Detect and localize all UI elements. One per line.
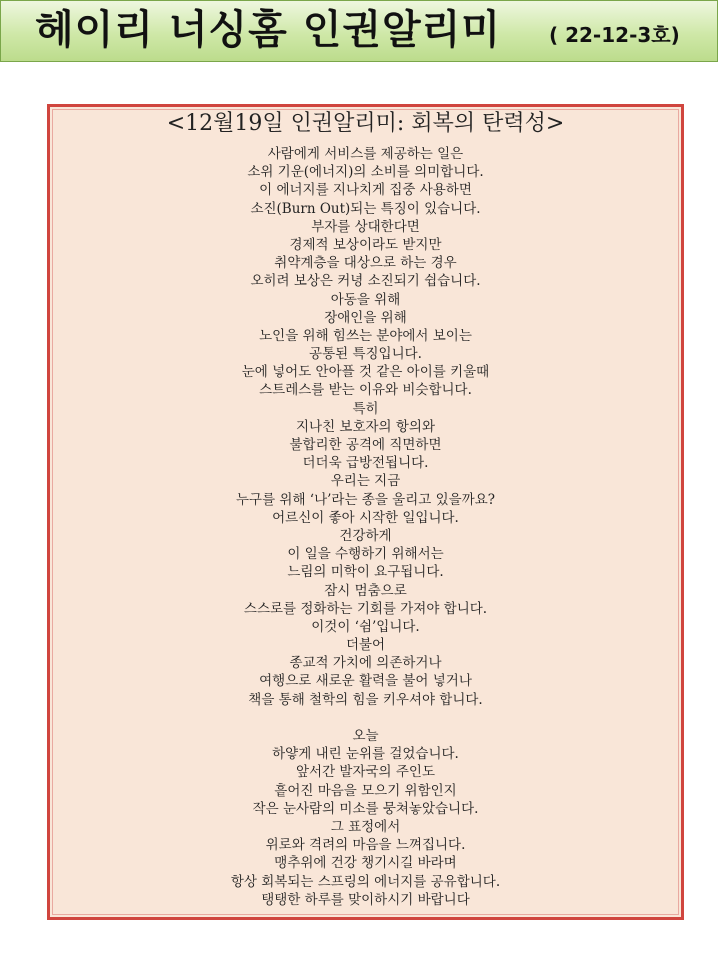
blank-line bbox=[50, 709, 681, 727]
body-line: 오늘 bbox=[352, 728, 379, 744]
body-line: 잠시 멈춤으로 bbox=[324, 582, 407, 599]
body-line: 눈에 넣어도 안아플 것 같은 아이를 키울때 bbox=[241, 364, 490, 381]
header-banner bbox=[0, 0, 718, 62]
body-line: 취약계층을 대상으로 하는 경우 bbox=[274, 255, 457, 272]
body-line: 스트레스를 받는 이유와 비슷합니다. bbox=[259, 382, 472, 399]
body-line: 느림의 미학이 요구됩니다. bbox=[287, 564, 444, 581]
body-line: 앞서간 발자국의 주인도 bbox=[296, 764, 435, 781]
body-line: 사람에게 서비스를 제공하는 일은 bbox=[267, 146, 464, 162]
body-line: 맹추위에 건강 챙기시길 바라며 bbox=[274, 855, 457, 872]
body-line: 항상 회복되는 스프링의 에너지를 공유합니다. bbox=[230, 873, 501, 890]
body-line: 스스로를 정화하는 기회를 가져야 합니다. bbox=[243, 600, 488, 617]
body-line: 어르신이 좋아 시작한 일입니다. bbox=[272, 509, 459, 526]
body-line: 여행으로 새로운 활력을 불어 넣거나 bbox=[259, 673, 472, 690]
header-title: 헤이리 너싱홈 인권알리미 bbox=[35, 7, 501, 53]
body-line: 누구를 위해 ‘나’라는 종을 울리고 있을까요? bbox=[236, 491, 495, 508]
body-line: 소위 기운(에너지)의 소비를 의미합니다. bbox=[247, 164, 484, 181]
document-title: <12월19일 인권알리미: 회복의 탄력성> bbox=[166, 111, 565, 136]
body-line: 하얗게 내린 눈위를 걸었습니다. bbox=[272, 746, 459, 763]
body-line: 지나친 보호자의 항의와 bbox=[296, 418, 435, 435]
body-line: 노인을 위해 힘쓰는 분야에서 보이는 bbox=[259, 327, 472, 344]
body-line: 아동을 위해 bbox=[330, 291, 401, 308]
document-frame bbox=[47, 104, 684, 920]
body-line: 이것이 ‘쉼’입니다. bbox=[311, 618, 420, 635]
body-line: 이 일을 수행하기 위해서는 bbox=[287, 546, 444, 563]
body-line: 건강하게 bbox=[339, 527, 392, 544]
document-body bbox=[50, 145, 681, 909]
body-line: 공통된 특징입니다. bbox=[309, 346, 422, 363]
body-line: 그 표정에서 bbox=[330, 818, 401, 835]
body-line: 우리는 지금 bbox=[330, 473, 401, 490]
body-line: 탱탱한 하루를 맞이하시기 바랍니다 bbox=[261, 891, 470, 908]
body-line: 작은 눈사람의 미소를 뭉쳐놓았습니다. bbox=[252, 800, 479, 817]
body-line: 이 에너지를 지나치게 집중 사용하면 bbox=[259, 182, 472, 199]
body-line: 경제적 보상이라도 받지만 bbox=[289, 236, 442, 253]
body-line: 더불어 bbox=[345, 637, 386, 654]
body-line: 더더욱 급방전됩니다. bbox=[302, 455, 429, 472]
body-line: 책을 통해 철학의 힘을 키우셔야 합니다. bbox=[248, 691, 483, 708]
body-line: 종교적 가치에 의존하거나 bbox=[289, 655, 442, 672]
body-line: 오히려 보상은 커녕 소진되기 쉽습니다. bbox=[250, 273, 481, 290]
body-line: 장애인을 위해 bbox=[324, 309, 407, 326]
body-line: 소진(Burn Out)되는 특징이 있습니다. bbox=[250, 200, 481, 217]
body-line: 흩어진 마음을 모으기 위함인지 bbox=[274, 782, 457, 799]
body-line: 불합리한 공격에 직면하면 bbox=[289, 437, 442, 453]
issue-number: ( 22-12-3호) bbox=[549, 23, 680, 47]
body-line: 위로와 격려의 마음을 느껴집니다. bbox=[265, 837, 466, 854]
body-line: 부자를 상대한다면 bbox=[311, 218, 420, 235]
body-line: 특히 bbox=[352, 400, 379, 417]
